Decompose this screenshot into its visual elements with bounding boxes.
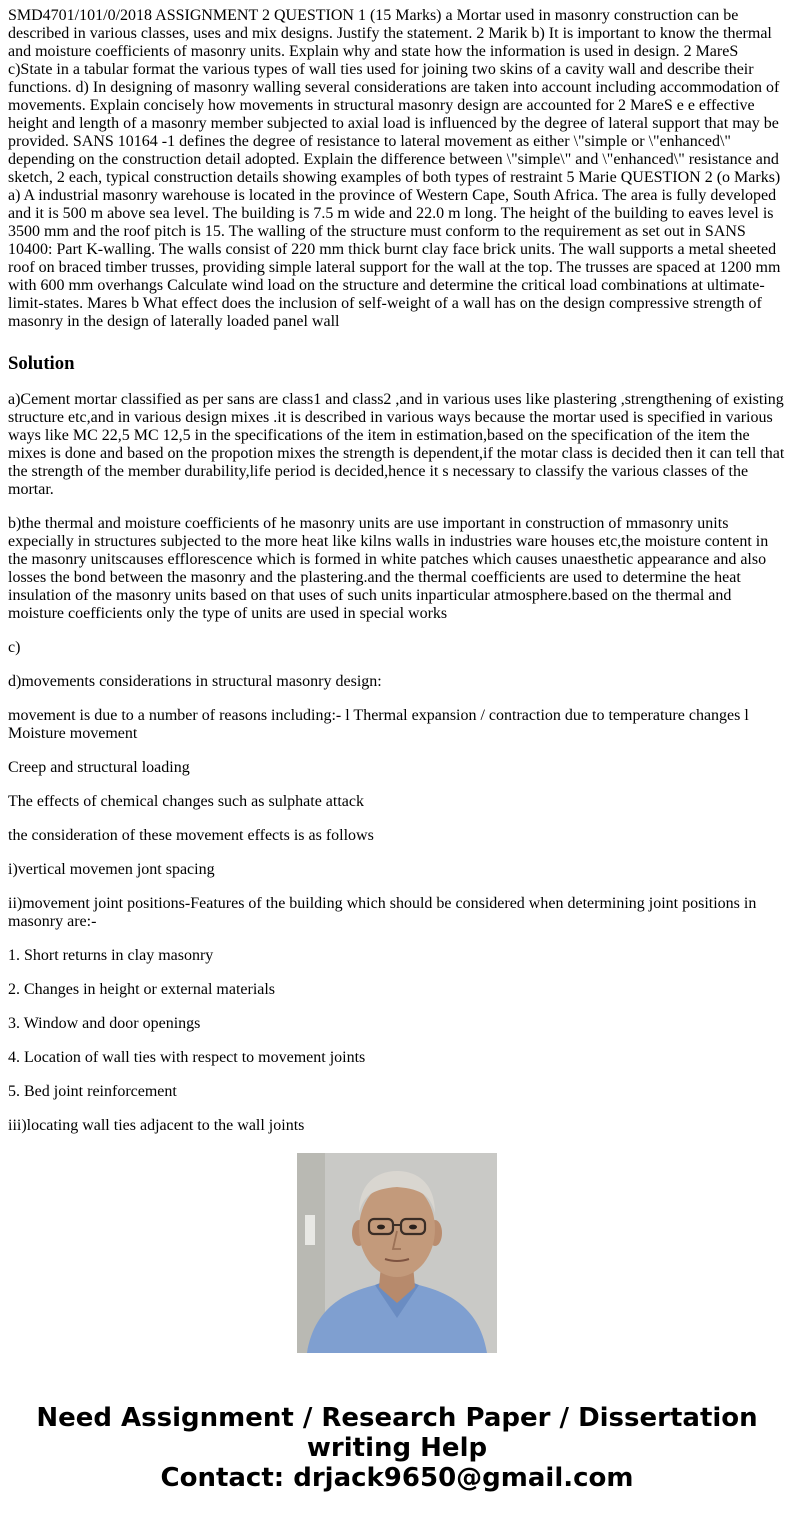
solution-paragraph: the consideration of these movement effects is as follows — [8, 827, 374, 844]
footer-contact-text: Contact: drjack9650@gmail.com — [160, 1463, 634, 1493]
solution-paragraph: 5. Bed joint reinforcement — [8, 1083, 177, 1100]
solution-paragraph: ii)movement joint positions-Features of the building which should be considered when determining joint positions in masonry are:- — [8, 895, 757, 930]
document-content — [8, 7, 786, 1134]
footer-promo — [0, 1403, 794, 1493]
solution-paragraph: i)vertical movemen jont spacing — [8, 861, 215, 878]
portrait-image — [297, 1153, 497, 1353]
solution-paragraph: The effects of chemical changes such as sulphate attack — [8, 793, 364, 810]
solution-body — [8, 391, 786, 1135]
solution-paragraph: 4. Location of wall ties with respect to movement joints — [8, 1049, 366, 1066]
solution-paragraph: a)Cement mortar classified as per sans are class1 and class2 ,and in various uses like plastering ,strengthening of existing structure etc,and in various design mixes .it is described in various ways because the mortar used is specified in various ways like MC 22,5 MC 12,5 in the specifications of the item in estimation,based on the specification of the item the mixes is done and based on the propotion mixes the strength is dependent,if the motar class is decided then it can tell that the strength of the member durability,life period is decided,hence it s necessary to classify the various classes of the mortar. — [8, 391, 785, 498]
solution-paragraph: 1. Short returns in clay masonry — [8, 947, 214, 964]
solution-paragraph: Creep and structural loading — [8, 759, 190, 776]
solution-paragraph: 2. Changes in height or external materials — [8, 981, 276, 998]
solution-paragraph: b)the thermal and moisture coefficients of he masonry units are use important in construction of mmasonry units expecially in structures subjected to the more heat like kilns walls in industries ware houses etc,the moisture content in the masonry unitscauses efflorescence which is formed in white patches which causes unaesthetic appearance and also losses the bond between the masonry and the plastering.and the thermal coefficients are used to determine the heat insulation of the masonry units based on that uses of such units inparticular atmosphere.based on the thermal and moisture coefficients only the type of units are used in special works — [8, 515, 769, 622]
solution-paragraph: d)movements considerations in structural masonry design: — [8, 673, 382, 690]
solution-paragraph: movement is due to a number of reasons including:- l Thermal expansion / contraction due to temperature changes l Moisture movement — [8, 707, 749, 742]
solution-paragraph: iii)locating wall ties adjacent to the wall joints — [8, 1117, 305, 1134]
solution-heading: Solution — [8, 353, 75, 374]
author-avatar — [297, 1153, 497, 1353]
footer-help-text: Need Assignment / Research Paper / Dissertation writing Help — [36, 1403, 758, 1463]
solution-paragraph: 3. Window and door openings — [8, 1015, 201, 1032]
solution-paragraph: c) — [8, 639, 21, 656]
question-text: SMD4701/101/0/2018 ASSIGNMENT 2 QUESTION 1 (15 Marks) a Mortar used in masonry construction can be described in various classes, uses and mix designs. Justify the statement. 2 Marik b) It is important to know the thermal and moisture coefficients of masonry units. Explain why and state how the information is used in design. 2 MareS c)State in a tabular format the various types of wall ties used for joining two skins of a cavity wall and describe their functions. d) In designing of masonry walling several considerations are taken into account including accommodation of movements. Explain concisely how movements in structural masonry design are accounted for 2 MareS e e effective height and length of a masonry member subjected to axial load is influenced by the degree of lateral support that may be provided. SANS 10164 -1 defines the degree of resistance to lateral movement as either \"simple or \"enhanced\" depending on the construction detail adopted. Explain the difference between \"simple\" and \"enhanced\" resistance and sketch, 2 each, typical construction details showing examples of both types of restraint 5 Marie QUESTION 2 (o Marks) a) A industrial masonry warehouse is located in the province of Western Cape, South Africa. The area is fully developed and it is 500 m above sea level. The building is 7.5 m wide and 22.0 m long. The height of the building to eaves level is 3500 mm and the roof pitch is 15. The walling of the structure must conform to the requirement as set out in SANS 10400: Part K-walling. The walls consist of 220 mm thick burnt clay face brick units. The wall supports a metal sheeted roof on braced timber trusses, providing simple lateral support for the wall at the top. The trusses are spaced at 1200 mm with 600 mm overhangs Calculate wind load on the structure and determine the critical load combinations at ultimate-limit-states. Mares b What effect does the inclusion of self-weight of a wall has on the design compressive strength of masonry in the design of laterally loaded panel wall — [8, 7, 781, 330]
